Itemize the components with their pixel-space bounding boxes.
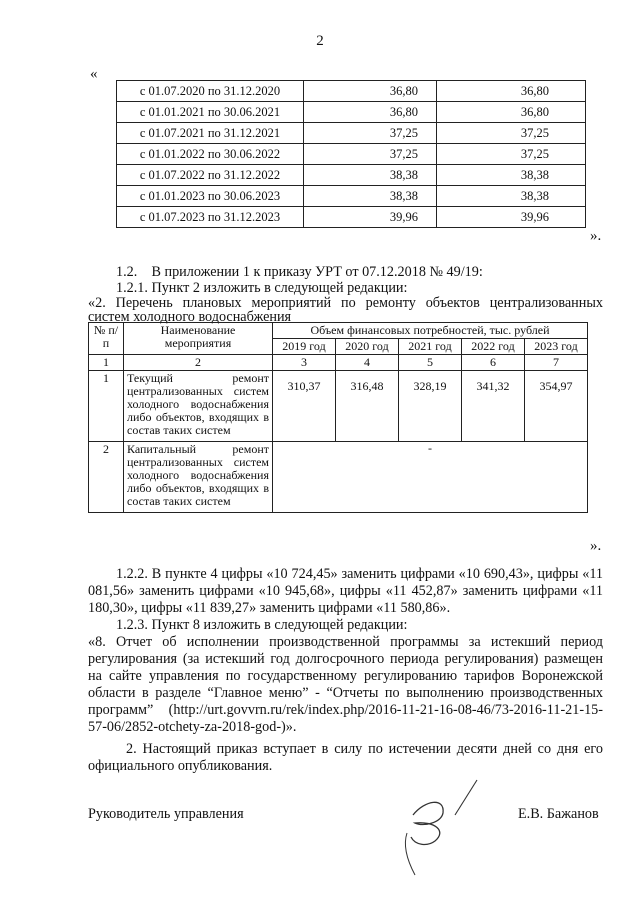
value-cell: 38,38	[437, 186, 586, 207]
table-row	[117, 123, 586, 144]
value-cell: 38,38	[304, 186, 437, 207]
row-num: 2	[89, 442, 124, 513]
row-name: Текущий ремонт централизованных систем холодного водоснабжения либо объектов, входящих в состав таких систем	[124, 371, 273, 442]
period-cell: с 01.07.2022 по 31.12.2022	[117, 165, 304, 186]
table-row	[89, 371, 588, 442]
value-cell: 38,38	[437, 165, 586, 186]
column-number: 4	[336, 355, 399, 371]
period-cell: с 01.01.2022 по 30.06.2022	[117, 144, 304, 165]
value-cell: 341,32	[462, 371, 525, 442]
value-cell: 36,80	[304, 102, 437, 123]
value-cell: 39,96	[304, 207, 437, 228]
signature-position: Руководитель управления	[88, 806, 244, 822]
value-cell: 37,25	[304, 144, 437, 165]
header-year: 2020 год	[336, 339, 399, 355]
period-cell: с 01.07.2021 по 31.12.2021	[117, 123, 304, 144]
column-number: 5	[399, 355, 462, 371]
column-number: 6	[462, 355, 525, 371]
value-cell: 36,80	[304, 81, 437, 102]
value-cell: 37,25	[437, 144, 586, 165]
value-cell: 39,96	[437, 207, 586, 228]
tariff-table	[116, 80, 586, 228]
row-name: Капитальный ремонт централизованных систем холодного водоснабжения либо объектов, входящих в состав таких систем	[124, 442, 273, 513]
column-number: 3	[273, 355, 336, 371]
item-2: 2. Настоящий приказ вступает в силу по истечении десяти дней со дня его официального опубликования.	[88, 741, 603, 774]
value-cell: 36,80	[437, 102, 586, 123]
period-cell: с 01.07.2023 по 31.12.2023	[117, 207, 304, 228]
value-cell: 37,25	[437, 123, 586, 144]
item-1-2-2: 1.2.2. В пункте 4 цифры «10 724,45» заменить цифрами «10 690,43», цифры «11 081,56» заменить цифрами «10 945,68», цифры «11 452,87» заменить цифрами «11 180,30», цифры «11 839,27» заменить цифрами «11 580,86».	[88, 566, 603, 616]
table-row	[117, 81, 586, 102]
table-row	[89, 442, 588, 513]
header-group: Объем финансовых потребностей, тыс. рублей	[273, 323, 588, 339]
value-cell: 354,97	[525, 371, 588, 442]
value-cell: 310,37	[273, 371, 336, 442]
table-row	[117, 165, 586, 186]
table-row	[117, 207, 586, 228]
value-cell: 328,19	[399, 371, 462, 442]
period-cell: с 01.01.2021 по 30.06.2021	[117, 102, 304, 123]
header-num: № п/п	[89, 323, 124, 355]
page-number: 2	[316, 33, 324, 49]
measures-table	[88, 322, 588, 513]
signature-scribble	[385, 775, 505, 880]
column-number: 2	[124, 355, 273, 371]
item-1-2-1: 1.2.1. Пункт 2 изложить в следующей редакции:	[116, 280, 408, 296]
header-year: 2019 год	[273, 339, 336, 355]
value-cell: 316,48	[336, 371, 399, 442]
header-year: 2021 год	[399, 339, 462, 355]
value-cell: 36,80	[437, 81, 586, 102]
item-1-2: 1.2. В приложении 1 к приказу УРТ от 07.12.2018 № 49/19:	[116, 264, 483, 280]
item-1-2-3: 1.2.3. Пункт 8 изложить в следующей редакции:	[116, 617, 408, 633]
item-8: «8. Отчет об исполнении производственной программы за истекший период регулирования (за истекший год долгосрочного периода регулирования) размещен на сайте управления по государственному регулированию тарифов Воронежской области в разделе “Главное меню” - “Отчеты по выполнению производственных программ” (http://urt.govvrn.ru/rek/index.php/2016-11-21-16-08-46/73-2016-11-21-15-57-06/2852-otchety-za-2018-god-)».	[88, 634, 603, 735]
measures-table-close-quote: ».	[590, 538, 602, 554]
tariff-table-close-quote: ».	[590, 228, 602, 244]
header-year: 2023 год	[525, 339, 588, 355]
list-title: «2. Перечень плановых мероприятий по ремонту объектов централизованных систем холодного водоснабжения	[88, 295, 603, 325]
period-cell: с 01.01.2023 по 30.06.2023	[117, 186, 304, 207]
table-row	[117, 144, 586, 165]
column-number: 1	[89, 355, 124, 371]
value-cell: 37,25	[304, 123, 437, 144]
value-cell: 38,38	[304, 165, 437, 186]
open-quote: «	[90, 66, 98, 82]
column-number: 7	[525, 355, 588, 371]
table-row	[117, 102, 586, 123]
signature-name: Е.В. Бажанов	[518, 806, 599, 822]
period-cell: с 01.07.2020 по 31.12.2020	[117, 81, 304, 102]
table-row	[117, 186, 586, 207]
header-year: 2022 год	[462, 339, 525, 355]
header-name: Наименование мероприятия	[124, 323, 273, 355]
dash-cell: -	[273, 442, 588, 513]
row-num: 1	[89, 371, 124, 442]
